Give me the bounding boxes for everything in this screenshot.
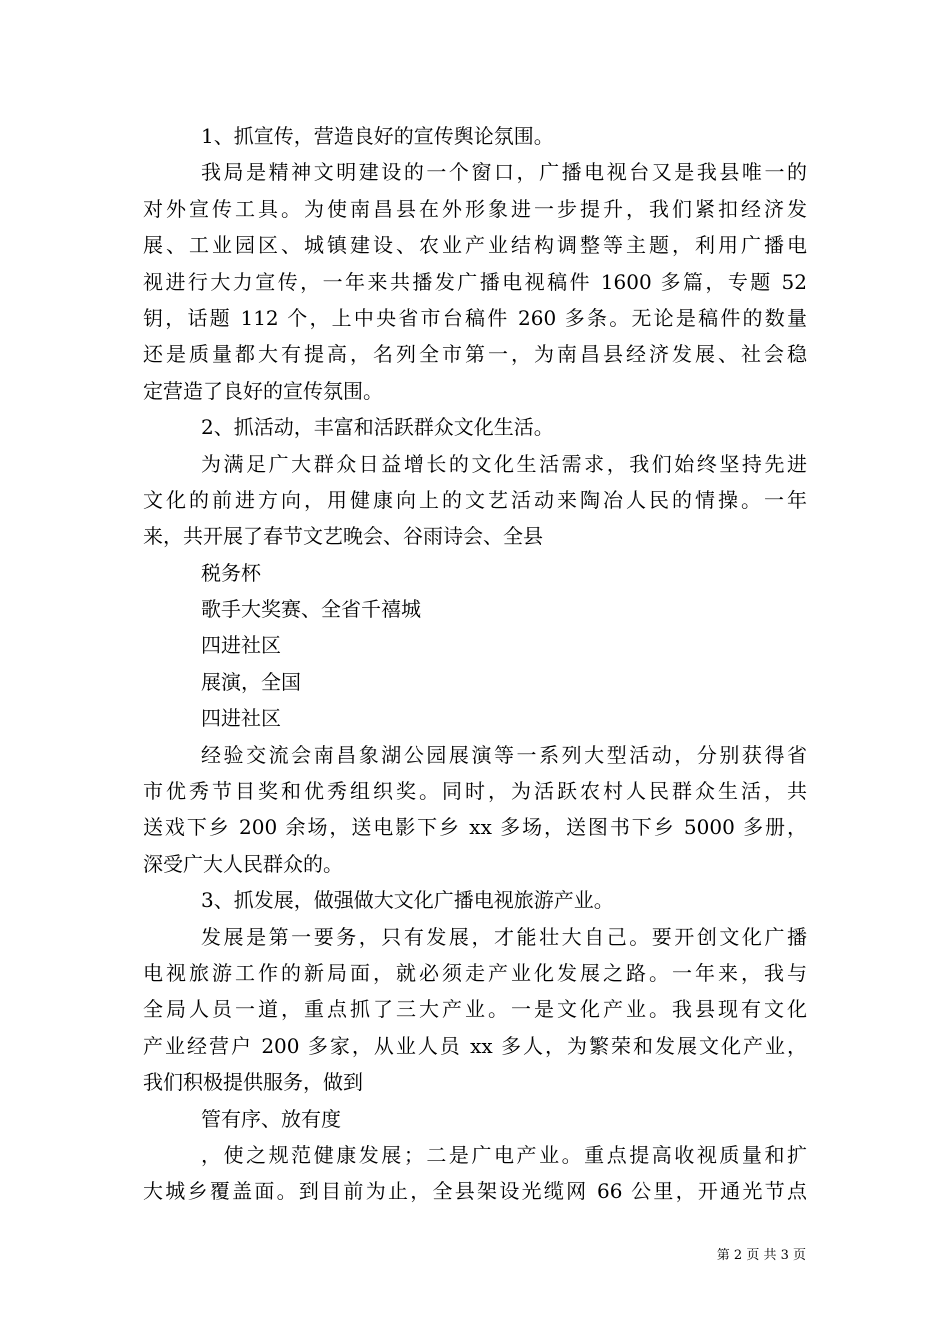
heading-activities: 2、抓活动，丰富和活跃群众文化生活。 xyxy=(201,415,554,440)
paragraph-line: 管有序、放有度 xyxy=(201,1106,341,1131)
paragraph-line: 送戏下乡 200 余场，送电影下乡 xx 多场，送图书下乡 5000 多册， xyxy=(143,815,807,840)
paragraph-line: 产业经营户 200 多家，从业人员 xx 多人，为繁荣和发展文化产业， xyxy=(143,1033,807,1058)
paragraph-line: 视进行大力宣传，一年来共播发广播电视稿件 1600 多篇，专题 52 xyxy=(143,269,807,294)
paragraph-line: 我们积极提供服务，做到 xyxy=(143,1070,363,1095)
page-number: 第 2 页 共 3 页 xyxy=(716,1248,806,1263)
paragraph-line: 全局人员一道，重点抓了三大产业。一是文化产业。我县现有文化 xyxy=(143,997,807,1022)
paragraph-line: 税务杯 xyxy=(201,560,261,585)
paragraph-line: ，使之规范健康发展；二是广电产业。重点提高收视质量和扩 xyxy=(201,1142,807,1167)
paragraph-line: 市优秀节目奖和优秀组织奖。同时，为活跃农村人民群众生活，共 xyxy=(143,779,807,804)
paragraph-line: 展、工业园区、城镇建设、农业产业结构调整等主题，利用广播电 xyxy=(143,233,807,258)
paragraph-line: 经验交流会南昌象湖公园展演等一系列大型活动，分别获得省 xyxy=(201,742,807,767)
paragraph-line: 为满足广大群众日益增长的文化生活需求，我们始终坚持先进 xyxy=(201,451,807,476)
paragraph-line: 钥，话题 112 个，上中央省市台稿件 260 多条。无论是稿件的数量 xyxy=(143,305,807,330)
paragraph-line: 还是质量都大有提高，名列全市第一，为南昌县经济发展、社会稳 xyxy=(143,342,807,367)
document-body xyxy=(143,118,807,1210)
paragraph-line: 展演，全国 xyxy=(201,669,301,694)
paragraph-line: 文化的前进方向，用健康向上的文艺活动来陶冶人民的情操。一年 xyxy=(143,487,807,512)
paragraph-line: 四进社区 xyxy=(201,633,281,658)
paragraph-line: 深受广大人民群众的。 xyxy=(143,851,343,876)
heading-development: 3、抓发展，做强做大文化广播电视旅游产业。 xyxy=(201,888,614,913)
paragraph-line: 歌手大奖赛、全省千禧城 xyxy=(201,597,421,622)
paragraph-line: 四进社区 xyxy=(201,706,281,731)
paragraph-line: 对外宣传工具。为使南昌县在外形象进一步提升，我们紧扣经济发 xyxy=(143,196,807,221)
paragraph-line: 电视旅游工作的新局面，就必须走产业化发展之路。一年来，我与 xyxy=(143,960,807,985)
paragraph-line: 定营造了良好的宣传氛围。 xyxy=(143,378,383,403)
paragraph-line: 来，共开展了春节文艺晚会、谷雨诗会、全县 xyxy=(143,524,543,549)
paragraph-line: 大城乡覆盖面。到目前为止，全县架设光缆网 66 公里，开通光节点 xyxy=(143,1179,807,1204)
paragraph-line: 我局是精神文明建设的一个窗口，广播电视台又是我县唯一的 xyxy=(201,160,807,185)
heading-publicity: 1、抓宣传，营造良好的宣传舆论氛围。 xyxy=(201,124,554,148)
paragraph-line: 发展是第一要务，只有发展，才能壮大自己。要开创文化广播 xyxy=(201,924,807,949)
